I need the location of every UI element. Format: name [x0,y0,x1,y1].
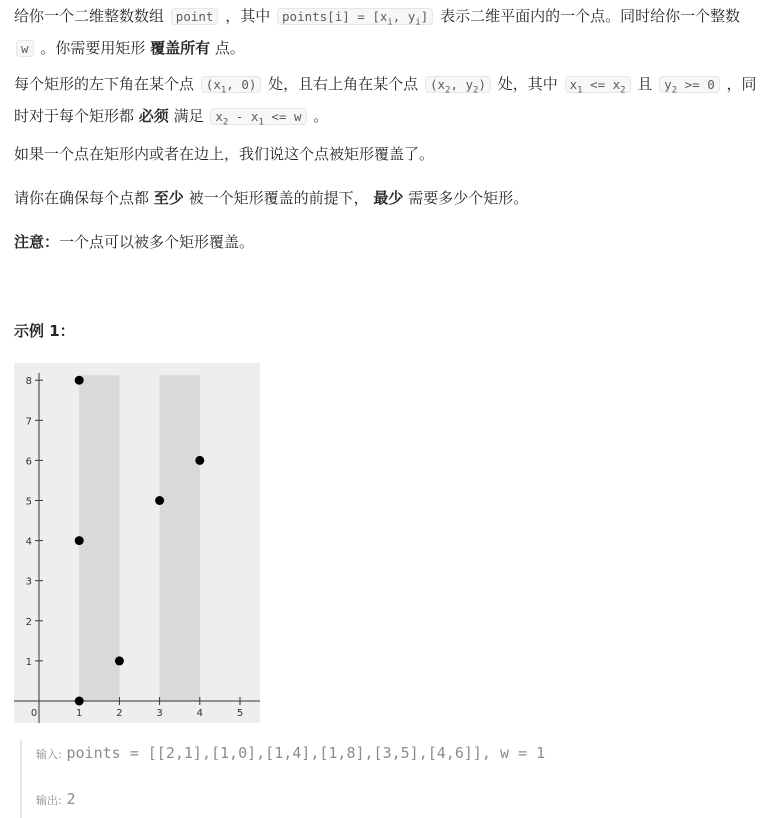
output-label: 输出: [36,794,62,807]
x-tick-label-5: 5 [236,708,244,719]
data-point-1-4 [75,536,84,545]
data-point-2-1 [115,656,124,665]
inline-code-y2-ge-0: $y_2 >= 0$ [659,76,720,93]
inline-code-x1-le-x2: $x_1 <= x_2$ [565,76,631,93]
text: 一个点可以被多个矩形覆盖。 [59,233,255,251]
bold-at-least: 至少 [153,189,184,207]
x-tick-label-1: 1 [76,708,83,719]
text: 给你一个二维整数数组 [14,7,165,25]
input-value: points = [[2,1],[1,0],[1,4],[1,8],[3,5],[4,6]], w = 1 [66,744,546,762]
inline-code-x1-0: ($x_1$, 0) [201,76,262,93]
inline-code-x2-y2: ($x_2$, $y_2$) [425,76,491,93]
data-point-1-8 [75,376,84,385]
text: 且 [637,75,653,93]
covering-rectangle-1 [79,375,119,701]
input-label: 输入: [36,748,62,761]
data-point-1-0 [75,697,84,706]
description-paragraph-1 [14,4,766,61]
x-tick-label-0: 0 [30,708,38,719]
text: 每个矩形的左下角在某个点 [14,75,195,93]
y-tick-label-7: 7 [25,416,32,428]
example-output-line [36,790,76,808]
text: 需要多少个矩形。 [408,189,529,207]
text: 请你在确保每个点都 [14,189,150,207]
y-tick-label-5: 5 [25,496,32,508]
text: ，同时对于每个矩形都 [14,75,757,125]
example-input-line [36,744,545,762]
y-tick-label-4: 4 [25,536,32,548]
description-paragraph-3: 如果一个点在矩形内或者在边上，我们说这个点被矩形覆盖了。 [14,145,435,163]
text: ，其中 [225,7,271,25]
text: 。你需要用矩形 [40,38,146,57]
data-point-4-6 [195,456,204,465]
bold-cover-all: 覆盖所有 [150,38,211,57]
text: 处，且右上角在某个点 [268,75,419,93]
note-label: 注意： [14,233,60,251]
example-heading: 示例 1： [14,322,75,340]
example-figure [14,363,260,723]
description-paragraph-4 [14,186,766,211]
inline-code-w: w [16,40,34,57]
y-tick-label-2: 2 [25,616,32,628]
example-io-block [20,740,762,818]
text: 满足 [173,106,204,125]
inline-code-point: point [171,8,219,25]
inline-code-points-i: points[i] = [$x_i$, $y_i$] [277,8,433,25]
note-paragraph [14,230,766,255]
description-paragraph-2 [14,72,766,135]
covering-rectangle-2 [160,375,200,701]
text: 被一个矩形覆盖的前提下， [188,189,369,207]
y-tick-label-1: 1 [25,656,32,668]
x-tick-label-3: 3 [156,708,163,719]
y-tick-label-8: 8 [25,376,32,388]
text: 处，其中 [497,75,558,93]
y-tick-label-3: 3 [25,576,32,588]
figure-background [14,363,260,723]
output-value: 2 [66,790,76,808]
x-tick-label-2: 2 [116,708,123,719]
x-tick-label-4: 4 [196,708,203,719]
text: 表示二维平面内的一个点。同时给你一个整数 [440,7,741,25]
text: 。 [313,106,329,125]
inline-code-x2-minus-x1: $x_2 - x_1 <= w$ [210,108,306,125]
bold-minimum: 最少 [373,189,404,207]
y-tick-label-6: 6 [25,456,32,468]
text: 点。 [214,38,245,57]
bold-must: 必须 [138,106,169,125]
data-point-3-5 [155,496,164,505]
